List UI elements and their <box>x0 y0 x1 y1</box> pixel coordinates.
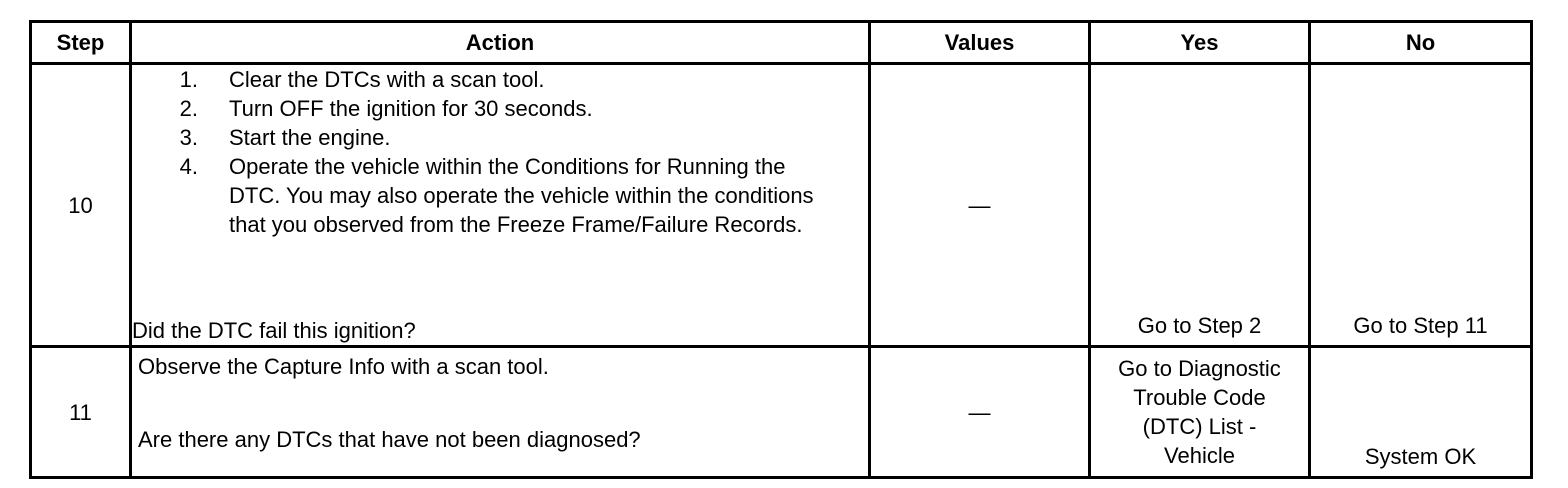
header-no: No <box>1310 22 1532 64</box>
action-question: Did the DTC fail this ignition? <box>132 318 416 343</box>
header-action: Action <box>131 22 870 64</box>
list-item <box>132 123 868 152</box>
step-number: 10 <box>31 64 131 347</box>
step-index: 4. <box>179 154 198 179</box>
values-dash: — <box>968 399 991 425</box>
action-steps-list <box>132 65 868 239</box>
yes-cell <box>1090 64 1310 347</box>
no-cell <box>1310 347 1532 478</box>
step-text: Turn OFF the ignition for 30 seconds. <box>229 96 593 121</box>
step-text: Clear the DTCs with a scan tool. <box>229 67 545 92</box>
header-yes: Yes <box>1090 22 1310 64</box>
values-cell <box>870 64 1090 347</box>
no-cell <box>1310 64 1532 347</box>
list-item <box>132 152 868 239</box>
action-cell <box>131 347 870 478</box>
yes-link: Go to Step 2 <box>1137 313 1262 338</box>
values-cell <box>870 347 1090 478</box>
step-text: Operate the vehicle within the Conditions for Running the DTC. You may also operate the vehicle within the conditions that you observed from the Freeze Frame/Failure Records. <box>229 154 814 237</box>
step-index: 3. <box>179 125 198 150</box>
action-question: Are there any DTCs that have not been diagnosed? <box>138 427 641 452</box>
yes-cell <box>1090 347 1310 478</box>
header-values: Values <box>870 22 1090 64</box>
no-link: Go to Step 11 <box>1353 313 1488 338</box>
table-row <box>31 64 1532 347</box>
list-item <box>132 94 868 123</box>
table-row <box>31 347 1532 478</box>
yes-link: Go to Diagnostic Trouble Code (DTC) List - Vehicle <box>1118 356 1281 468</box>
header-step: Step <box>31 22 131 64</box>
step-index: 1. <box>179 67 198 92</box>
values-dash: — <box>968 192 991 218</box>
action-cell <box>131 64 870 347</box>
no-link: System OK <box>1364 444 1477 469</box>
step-number: 11 <box>31 347 131 478</box>
diagnostic-table <box>29 20 1533 479</box>
list-item <box>132 65 868 94</box>
step-index: 2. <box>179 96 198 121</box>
step-text: Start the engine. <box>229 125 391 150</box>
action-text: Observe the Capture Info with a scan tool. <box>138 354 549 379</box>
header-row <box>31 22 1532 64</box>
